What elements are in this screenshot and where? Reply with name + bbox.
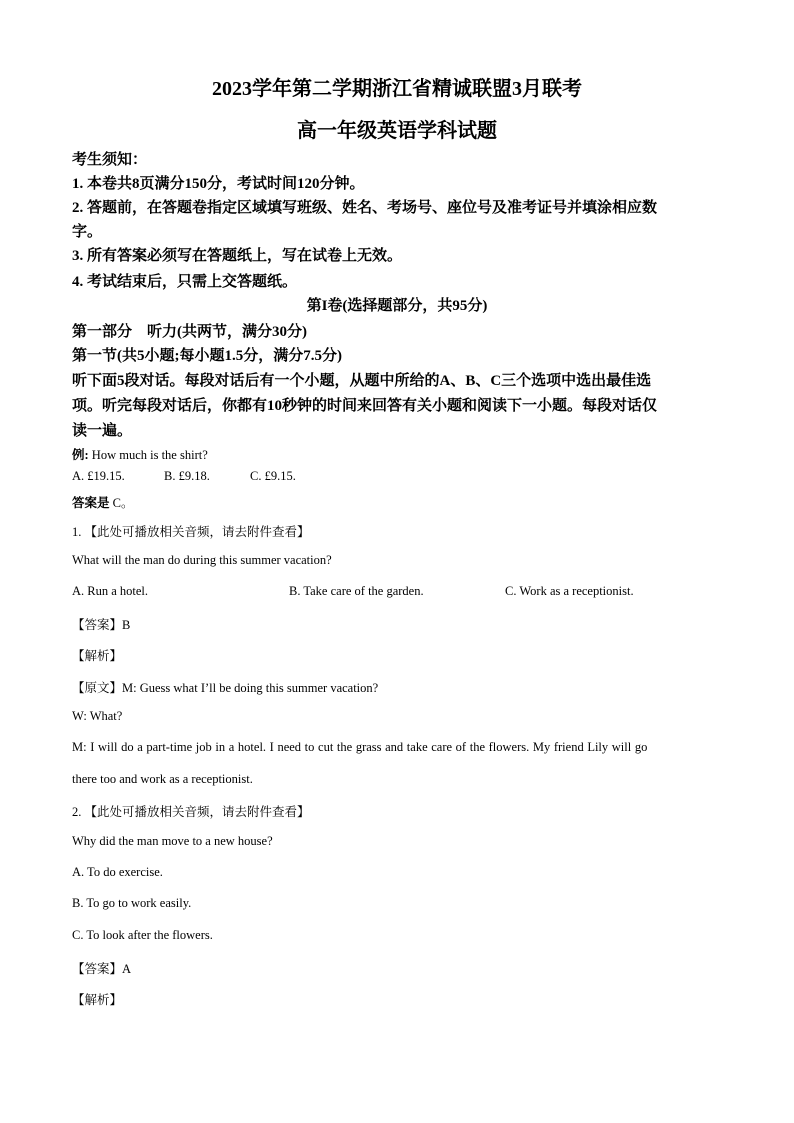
transcript-line: 【原文】M: Guess what I’ll be doing this summer vacation? <box>72 681 379 695</box>
notice-item: 字。 <box>72 224 103 240</box>
instructions-line: 读一遍。 <box>72 423 133 439</box>
answer-option: A. Run a hotel. <box>72 584 149 598</box>
answer-key: 【答案】B <box>72 618 131 632</box>
answer-option: B. Take care of the garden. <box>289 584 424 598</box>
notice-heading: 考生须知： <box>72 152 148 168</box>
example-answer-label: 答案是 <box>72 496 110 510</box>
volume-heading: 第I卷(选择题部分，共95分) <box>306 298 488 314</box>
example-question-text: How much is the shirt? <box>88 448 208 462</box>
example-option: B. £9.18. <box>164 469 210 483</box>
example-option: A. £19.15. <box>72 469 125 483</box>
question-header: 2. 【此处可播放相关音频，请去附件查看】 <box>72 805 310 819</box>
notice-item: 4. 考试结束后，只需上交答题纸。 <box>72 274 298 290</box>
answer-option: A. To do exercise. <box>72 865 163 879</box>
question-text: What will the man do during this summer vacation? <box>72 553 332 567</box>
answer-option: C. Work as a receptionist. <box>505 584 634 598</box>
example-question <box>72 445 208 463</box>
transcript-line: there too and work as a receptionist. <box>72 772 253 786</box>
part-heading: 第一部分 听力(共两节，满分30分) <box>72 324 307 340</box>
example-label: 例: <box>72 448 89 462</box>
instructions-line: 项。听完每段对话后，你都有10秒钟的时间来回答有关小题和阅读下一小题。每段对话仅 <box>72 398 658 414</box>
notice-item: 2. 答题前，在答题卷指定区域填写班级、姓名、考场号、座位号及准考证号并填涂相应数 <box>72 200 658 216</box>
exam-title: 2023学年第二学期浙江省精诚联盟3月联考 <box>212 78 582 100</box>
transcript-line: M: I will do a part-time job in a hotel. I need to cut the grass and take care of the flowers. My friend Lily will go <box>72 740 648 754</box>
example-answer-value: C。 <box>109 496 134 510</box>
question-text: Why did the man move to a new house? <box>72 834 273 848</box>
answer-key: 【答案】A <box>72 962 132 976</box>
example-option: C. £9.15. <box>250 469 296 483</box>
exam-subtitle: 高一年级英语学科试题 <box>297 120 497 142</box>
transcript-line: W: What? <box>72 709 123 723</box>
analysis-label: 【解析】 <box>72 649 123 663</box>
answer-option: C. To look after the flowers. <box>72 928 213 942</box>
section-heading: 第一节(共5小题;每小题1.5分，满分7.5分) <box>72 348 342 364</box>
question-header: 1. 【此处可播放相关音频，请去附件查看】 <box>72 525 310 539</box>
analysis-label: 【解析】 <box>72 993 123 1007</box>
answer-option: B. To go to work easily. <box>72 896 192 910</box>
notice-item: 3. 所有答案必须写在答题纸上，写在试卷上无效。 <box>72 248 403 264</box>
example-answer <box>72 493 133 511</box>
notice-item: 1. 本卷共8页满分150分，考试时间120分钟。 <box>72 176 365 192</box>
instructions-line: 听下面5段对话。每段对话后有一个小题，从题中所给的A、B、C三个选项中选出最佳选 <box>72 373 652 389</box>
